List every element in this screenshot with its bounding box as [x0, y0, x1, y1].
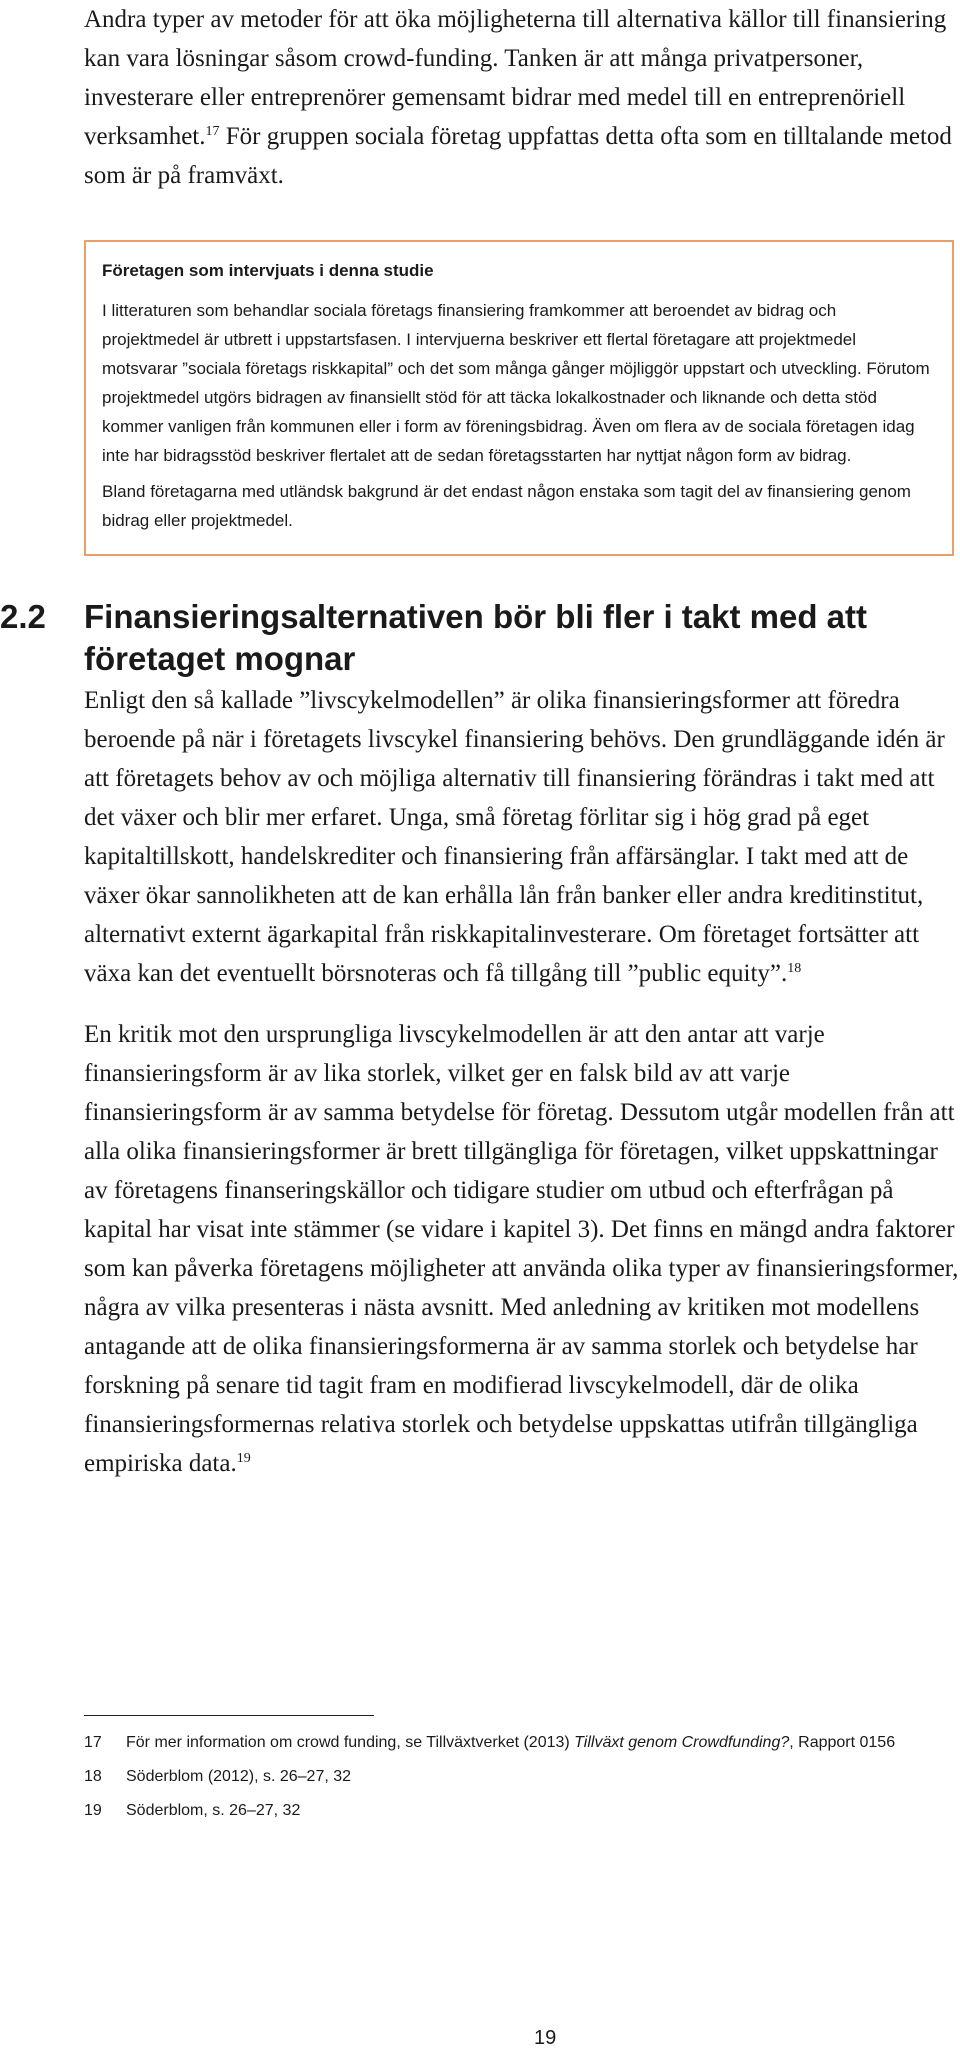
body-paragraph-text: Enligt den så kallade ”livscykelmodellen” är olika finansieringsformer att föredra beroende på när i företagets livscykel finansiering behövs. Den grundläggande idén är att företagets behov av och möjliga alternativ till finansiering förändras i takt med att det växer och blir mer erfaret. Unga, små företag förlitar sig i hög grad på eget kapitaltillskott, handelskrediter och finansiering från affärsänglar. I takt med att de växer ökar sannolikheten att de kan erhålla lån från banker eller andra kreditinstitut, alternativt externt ägarkapital från riskkapitalinvesterare. Om företaget fortsätter att växa kan det eventuellt börsnoteras och få tillgång till ”public equity”. [84, 687, 945, 987]
footnote-cited-title: Tillväxt genom Crowdfunding? [574, 1734, 790, 1751]
body-paragraph [84, 681, 960, 993]
intro-text: Andra typer av metoder för att öka möjligheterna till alternativa källor till finansiering kan vara lösningar såsom crowd-funding. Tanken är att många privatpersoner, investerare eller entreprenörer gemensamt bidrar med medel till en entreprenöriell verksamhet. [84, 6, 947, 150]
section-number: 2.2 [0, 598, 46, 635]
section-title: Finansieringsalternativen bör bli fler i takt med att företaget mognar [84, 598, 868, 677]
fact-box [84, 240, 954, 556]
body-text [84, 681, 960, 1505]
footnote-text [126, 1730, 954, 1755]
footnote-text-part: För mer information om crowd funding, se Tillväxtverket (2013) [126, 1734, 575, 1751]
footnotes [84, 1730, 954, 1832]
fact-box-paragraph: Bland företagarna med utländsk bakgrund är det endast någon enstaka som tagit del av finansiering genom bidrag eller projektmedel. [102, 482, 911, 530]
footnote-ref-19[interactable]: 19 [236, 1451, 251, 1466]
intro-text-continued: För gruppen sociala företag uppfattas detta ofta som en tilltalande metod som är på framväxt. [84, 123, 952, 189]
fact-box-paragraph: I litteraturen som behandlar sociala företags finansiering framkommer att beroendet av bidrag och projektmedel är utbrett i uppstartsfasen. I intervjuerna beskriver ett flertal företagare att projektmedel motsvarar ”sociala företags riskkapital” och det som många gånger möjliggör uppstart och utveckling. Förutom projektmedel utgörs bidragen av finansiellt stöd för att täcka lokalkostnader och liknande och detta stöd kommer vanligen från kommunen eller i form av föreningsbidrag. Även om flera av de sociala företagen idag inte har bidragsstöd beskriver flertalet att de sedan företagsstarten har nyttjat någon form av bidrag. [102, 301, 930, 465]
body-paragraph-text: En kritik mot den ursprungliga livscykelmodellen är att den antar att varje finansieringsform är av lika storlek, vilket ger en falsk bild av att varje finansieringsform är av samma betydelse för företag. Dessutom utgår modellen från att alla olika finansieringsformer är brett tillgängliga för företagen, vilket uppskattningar av företagens finanseringskällor och tidigare studier om utbud och efterfrågan på kapital har visat inte stämmer (se vidare i kapitel 3). Det finns en mängd andra faktorer som kan påverka företagens möjligheter att använda olika typer av finansieringsformer, några av vilka presenteras i nästa avsnitt. Med anledning av kritiken mot modellens antagande att de olika finansieringsformerna är av samma storlek och betydelse har forskning på senare tid tagit fram en modifierad livscykelmodell, där de olika finansieringsformernas relativa storlek och betydelse uppskattas utifrån tillgängliga empiriska data. [84, 1021, 959, 1477]
footnote-text-part: , Rapport 0156 [789, 1734, 896, 1751]
fact-box-title: Företagen som intervjuats i denna studie [102, 261, 434, 280]
footnote-ref-17[interactable]: 17 [205, 124, 220, 139]
footnote-divider [84, 1715, 374, 1716]
intro-paragraph [84, 0, 960, 195]
footnote-item [84, 1730, 954, 1755]
footnote-text: Söderblom (2012), s. 26–27, 32 [126, 1768, 352, 1785]
page-number: 19 [534, 2027, 557, 2049]
footnote-number: 18 [84, 1768, 102, 1785]
footnote-number: 17 [84, 1734, 102, 1751]
footnote-item [84, 1798, 954, 1823]
footnote-ref-18[interactable]: 18 [787, 961, 802, 976]
footnote-text: Söderblom, s. 26–27, 32 [126, 1802, 301, 1819]
footnote-item [84, 1764, 954, 1789]
body-paragraph [84, 1015, 960, 1483]
footnote-number: 19 [84, 1802, 102, 1819]
